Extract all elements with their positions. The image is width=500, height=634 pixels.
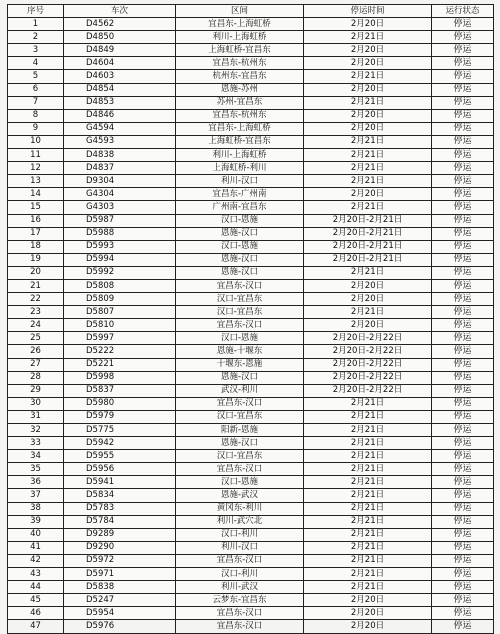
- row-status: 停运: [432, 240, 494, 253]
- row-status: 停运: [432, 463, 494, 476]
- table-row: [8, 450, 494, 463]
- table-row: [8, 437, 494, 450]
- row-route: 恩施-十堰东: [176, 345, 304, 358]
- row-route: 利川-上海虹桥: [176, 31, 304, 44]
- row-seq: 31: [8, 410, 64, 423]
- row-route: 宜昌东-汉口: [176, 279, 304, 292]
- row-route: 宜昌东-杭州东: [176, 57, 304, 70]
- row-status: 停运: [432, 502, 494, 515]
- row-train: D4849: [64, 44, 176, 57]
- table-row: [8, 371, 494, 384]
- row-seq: 9: [8, 122, 64, 135]
- row-route: 恩施-汉口: [176, 266, 304, 279]
- row-route: 汉口-宜昌东: [176, 410, 304, 423]
- row-date: 2月20日: [304, 319, 432, 332]
- row-train: D9304: [64, 175, 176, 188]
- row-route: 宜昌东-汉口: [176, 554, 304, 567]
- header-date: 停运时间: [304, 5, 432, 18]
- table-row: [8, 122, 494, 135]
- row-date: 2月21日: [304, 266, 432, 279]
- table-row: [8, 188, 494, 201]
- row-route: 利川-汉口: [176, 541, 304, 554]
- row-train: D5247: [64, 594, 176, 607]
- row-date: 2月20日: [304, 188, 432, 201]
- row-status: 停运: [432, 122, 494, 135]
- row-route: 恩施-苏州: [176, 83, 304, 96]
- table-row: [8, 594, 494, 607]
- row-status: 停运: [432, 18, 494, 31]
- row-status: 停运: [432, 188, 494, 201]
- row-seq: 12: [8, 162, 64, 175]
- table-row: [8, 515, 494, 528]
- table-row: [8, 96, 494, 109]
- row-date: 2月21日: [304, 450, 432, 463]
- row-status: 停运: [432, 332, 494, 345]
- row-date: 2月20日: [304, 83, 432, 96]
- row-route: 上海虹桥-宜昌东: [176, 44, 304, 57]
- row-status: 停运: [432, 384, 494, 397]
- row-seq: 24: [8, 319, 64, 332]
- row-date: 2月21日: [304, 515, 432, 528]
- row-route: 云梦东-宜昌东: [176, 594, 304, 607]
- row-train: D4562: [64, 18, 176, 31]
- table-header-row: [8, 5, 494, 18]
- table-row: [8, 568, 494, 581]
- row-date: 2月20日: [304, 18, 432, 31]
- table-row: [8, 502, 494, 515]
- row-seq: 34: [8, 450, 64, 463]
- row-status: 停运: [432, 83, 494, 96]
- row-status: 停运: [432, 57, 494, 70]
- table-row: [8, 214, 494, 227]
- table-row: [8, 332, 494, 345]
- row-seq: 45: [8, 594, 64, 607]
- row-status: 停运: [432, 581, 494, 594]
- table-row: [8, 201, 494, 214]
- table-row: [8, 620, 494, 633]
- row-seq: 23: [8, 306, 64, 319]
- row-status: 停运: [432, 476, 494, 489]
- row-train: G4594: [64, 122, 176, 135]
- row-status: 停运: [432, 253, 494, 266]
- table-row: [8, 135, 494, 148]
- row-train: D5784: [64, 515, 176, 528]
- row-status: 停运: [432, 306, 494, 319]
- row-train: G4303: [64, 201, 176, 214]
- row-seq: 26: [8, 345, 64, 358]
- row-seq: 18: [8, 240, 64, 253]
- row-status: 停运: [432, 554, 494, 567]
- table-row: [8, 83, 494, 96]
- row-train: D5807: [64, 306, 176, 319]
- row-train: D5971: [64, 568, 176, 581]
- row-train: D4837: [64, 162, 176, 175]
- row-date: 2月20日-2月21日: [304, 227, 432, 240]
- row-seq: 19: [8, 253, 64, 266]
- row-route: 武汉-利川: [176, 384, 304, 397]
- row-date: 2月21日: [304, 581, 432, 594]
- row-date: 2月20日: [304, 109, 432, 122]
- row-seq: 21: [8, 279, 64, 292]
- row-status: 停运: [432, 135, 494, 148]
- row-date: 2月20日-2月22日: [304, 371, 432, 384]
- row-date: 2月21日: [304, 554, 432, 567]
- row-route: 利川-上海虹桥: [176, 149, 304, 162]
- row-seq: 16: [8, 214, 64, 227]
- row-train: D5775: [64, 424, 176, 437]
- row-date: 2月21日: [304, 437, 432, 450]
- table-row: [8, 476, 494, 489]
- row-seq: 2: [8, 31, 64, 44]
- row-train: D5808: [64, 279, 176, 292]
- row-date: 2月20日-2月22日: [304, 332, 432, 345]
- row-seq: 30: [8, 397, 64, 410]
- row-seq: 40: [8, 528, 64, 541]
- row-seq: 11: [8, 149, 64, 162]
- row-date: 2月21日: [304, 96, 432, 109]
- row-route: 利川-汉口: [176, 175, 304, 188]
- table-row: [8, 57, 494, 70]
- row-train: D5837: [64, 384, 176, 397]
- row-seq: 38: [8, 502, 64, 515]
- row-train: D4846: [64, 109, 176, 122]
- row-date: 2月20日: [304, 122, 432, 135]
- row-status: 停运: [432, 319, 494, 332]
- table-row: [8, 424, 494, 437]
- row-date: 2月21日: [304, 463, 432, 476]
- row-route: 利川-武穴北: [176, 515, 304, 528]
- row-status: 停运: [432, 397, 494, 410]
- row-route: 汉口-宜昌东: [176, 450, 304, 463]
- row-date: 2月21日: [304, 424, 432, 437]
- row-train: D5809: [64, 293, 176, 306]
- row-date: 2月20日: [304, 57, 432, 70]
- row-seq: 14: [8, 188, 64, 201]
- row-status: 停运: [432, 109, 494, 122]
- row-route: 恩施-汉口: [176, 437, 304, 450]
- row-seq: 4: [8, 57, 64, 70]
- row-seq: 5: [8, 70, 64, 83]
- row-seq: 37: [8, 489, 64, 502]
- row-date: 2月20日-2月22日: [304, 345, 432, 358]
- row-route: 宜昌东-汉口: [176, 607, 304, 620]
- row-train: D4853: [64, 96, 176, 109]
- table-row: [8, 293, 494, 306]
- row-train: D5838: [64, 581, 176, 594]
- row-route: 恩施-汉口: [176, 253, 304, 266]
- row-train: G4593: [64, 135, 176, 148]
- row-seq: 15: [8, 201, 64, 214]
- row-train: D5994: [64, 253, 176, 266]
- row-seq: 41: [8, 541, 64, 554]
- table-row: [8, 489, 494, 502]
- row-status: 停运: [432, 214, 494, 227]
- row-seq: 27: [8, 358, 64, 371]
- row-date: 2月20日: [304, 44, 432, 57]
- row-status: 停运: [432, 31, 494, 44]
- row-date: 2月20日: [304, 293, 432, 306]
- row-status: 停运: [432, 515, 494, 528]
- row-date: 2月21日: [304, 175, 432, 188]
- row-route: 苏州-宜昌东: [176, 96, 304, 109]
- table-row: [8, 109, 494, 122]
- table-row: [8, 227, 494, 240]
- row-status: 停运: [432, 528, 494, 541]
- row-status: 停运: [432, 541, 494, 554]
- row-date: 2月21日: [304, 70, 432, 83]
- row-train: D5810: [64, 319, 176, 332]
- row-train: D5972: [64, 554, 176, 567]
- row-route: 恩施-汉口: [176, 227, 304, 240]
- row-status: 停运: [432, 201, 494, 214]
- row-date: 2月21日: [304, 397, 432, 410]
- table-row: [8, 306, 494, 319]
- table-row: [8, 581, 494, 594]
- row-route: 汉口-恩施: [176, 214, 304, 227]
- row-route: 十堰东-恩施: [176, 358, 304, 371]
- table-row: [8, 175, 494, 188]
- document-sheet: [7, 4, 493, 631]
- row-seq: 36: [8, 476, 64, 489]
- row-date: 2月20日-2月21日: [304, 240, 432, 253]
- table-body: [8, 18, 494, 633]
- row-date: 2月20日-2月22日: [304, 384, 432, 397]
- row-route: 汉口-宜昌东: [176, 293, 304, 306]
- row-route: 汉口-利川: [176, 568, 304, 581]
- row-train: D5834: [64, 489, 176, 502]
- row-train: D5221: [64, 358, 176, 371]
- row-route: 宜昌东-广州南: [176, 188, 304, 201]
- row-train: D5987: [64, 214, 176, 227]
- row-status: 停运: [432, 489, 494, 502]
- row-status: 停运: [432, 44, 494, 57]
- table-row: [8, 319, 494, 332]
- row-seq: 8: [8, 109, 64, 122]
- row-train: D5998: [64, 371, 176, 384]
- row-train: D5979: [64, 410, 176, 423]
- row-date: 2月20日-2月21日: [304, 214, 432, 227]
- row-date: 2月21日: [304, 476, 432, 489]
- table-row: [8, 358, 494, 371]
- row-train: D4854: [64, 83, 176, 96]
- table-row: [8, 528, 494, 541]
- row-route: 上海虹桥-宜昌东: [176, 135, 304, 148]
- row-date: 2月21日: [304, 306, 432, 319]
- row-seq: 32: [8, 424, 64, 437]
- row-route: 汉口-恩施: [176, 240, 304, 253]
- row-route: 宜昌东-上海虹桥: [176, 18, 304, 31]
- table-row: [8, 44, 494, 57]
- row-train: D9290: [64, 541, 176, 554]
- row-status: 停运: [432, 70, 494, 83]
- row-train: D5222: [64, 345, 176, 358]
- table-row: [8, 18, 494, 31]
- row-date: 2月21日: [304, 149, 432, 162]
- row-seq: 7: [8, 96, 64, 109]
- table-row: [8, 345, 494, 358]
- row-status: 停运: [432, 450, 494, 463]
- row-status: 停运: [432, 293, 494, 306]
- row-date: 2月21日: [304, 528, 432, 541]
- row-route: 阳新-恩施: [176, 424, 304, 437]
- row-route: 宜昌东-汉口: [176, 397, 304, 410]
- row-train: D5954: [64, 607, 176, 620]
- row-date: 2月21日: [304, 502, 432, 515]
- row-train: D5980: [64, 397, 176, 410]
- row-train: D5955: [64, 450, 176, 463]
- row-train: D5992: [64, 266, 176, 279]
- header-train: 车次: [64, 5, 176, 18]
- row-seq: 13: [8, 175, 64, 188]
- row-seq: 42: [8, 554, 64, 567]
- row-train: D4850: [64, 31, 176, 44]
- row-date: 2月21日: [304, 541, 432, 554]
- row-date: 2月20日: [304, 620, 432, 633]
- row-seq: 28: [8, 371, 64, 384]
- row-train: D5997: [64, 332, 176, 345]
- row-status: 停运: [432, 345, 494, 358]
- header-status: 运行状态: [432, 5, 494, 18]
- row-seq: 10: [8, 135, 64, 148]
- row-date: 2月20日: [304, 594, 432, 607]
- row-train: D5956: [64, 463, 176, 476]
- row-status: 停运: [432, 620, 494, 633]
- row-seq: 46: [8, 607, 64, 620]
- row-route: 恩施-汉口: [176, 371, 304, 384]
- row-status: 停运: [432, 568, 494, 581]
- row-route: 恩施-武汉: [176, 489, 304, 502]
- row-train: D9289: [64, 528, 176, 541]
- row-date: 2月21日: [304, 162, 432, 175]
- row-train: D5976: [64, 620, 176, 633]
- row-date: 2月21日: [304, 31, 432, 44]
- row-status: 停运: [432, 437, 494, 450]
- row-status: 停运: [432, 149, 494, 162]
- row-route: 利川-武汉: [176, 581, 304, 594]
- row-train: D4604: [64, 57, 176, 70]
- row-train: D4838: [64, 149, 176, 162]
- row-route: 宜昌东-上海虹桥: [176, 122, 304, 135]
- row-route: 汉口-恩施: [176, 476, 304, 489]
- row-train: D4603: [64, 70, 176, 83]
- table-row: [8, 240, 494, 253]
- row-seq: 35: [8, 463, 64, 476]
- row-status: 停运: [432, 410, 494, 423]
- table-row: [8, 162, 494, 175]
- row-train: D5783: [64, 502, 176, 515]
- row-status: 停运: [432, 227, 494, 240]
- row-date: 2月21日: [304, 568, 432, 581]
- row-status: 停运: [432, 266, 494, 279]
- table-row: [8, 607, 494, 620]
- header-seq: 序号: [8, 5, 64, 18]
- row-route: 宜昌东-汉口: [176, 319, 304, 332]
- table-row: [8, 410, 494, 423]
- table-row: [8, 384, 494, 397]
- row-seq: 22: [8, 293, 64, 306]
- row-route: 杭州东-宜昌东: [176, 70, 304, 83]
- row-date: 2月20日-2月22日: [304, 358, 432, 371]
- row-seq: 47: [8, 620, 64, 633]
- table-row: [8, 149, 494, 162]
- row-seq: 39: [8, 515, 64, 528]
- row-train: D5988: [64, 227, 176, 240]
- row-date: 2月20日-2月21日: [304, 253, 432, 266]
- row-route: 广州南-宜昌东: [176, 201, 304, 214]
- table-row: [8, 279, 494, 292]
- table-row: [8, 397, 494, 410]
- row-status: 停运: [432, 607, 494, 620]
- row-status: 停运: [432, 96, 494, 109]
- row-status: 停运: [432, 371, 494, 384]
- header-route: 区间: [176, 5, 304, 18]
- table-row: [8, 554, 494, 567]
- row-seq: 6: [8, 83, 64, 96]
- row-date: 2月20日: [304, 607, 432, 620]
- row-train: D5993: [64, 240, 176, 253]
- row-route: 宜昌东-汉口: [176, 463, 304, 476]
- row-train: D5942: [64, 437, 176, 450]
- table-row: [8, 541, 494, 554]
- row-route: 宜昌东-杭州东: [176, 109, 304, 122]
- table-row: [8, 266, 494, 279]
- row-seq: 29: [8, 384, 64, 397]
- row-date: 2月21日: [304, 410, 432, 423]
- row-train: G4304: [64, 188, 176, 201]
- row-date: 2月21日: [304, 489, 432, 502]
- row-date: 2月21日: [304, 135, 432, 148]
- row-seq: 25: [8, 332, 64, 345]
- row-seq: 1: [8, 18, 64, 31]
- table-row: [8, 253, 494, 266]
- row-route: 上海虹桥-利川: [176, 162, 304, 175]
- row-seq: 33: [8, 437, 64, 450]
- row-seq: 43: [8, 568, 64, 581]
- row-route: 宜昌东-汉口: [176, 620, 304, 633]
- row-seq: 20: [8, 266, 64, 279]
- row-seq: 17: [8, 227, 64, 240]
- row-date: 2月21日: [304, 201, 432, 214]
- row-route: 黄冈东-利川: [176, 502, 304, 515]
- row-seq: 3: [8, 44, 64, 57]
- row-status: 停运: [432, 175, 494, 188]
- row-route: 汉口-利川: [176, 528, 304, 541]
- row-seq: 44: [8, 581, 64, 594]
- suspension-table: [7, 4, 494, 634]
- row-date: 2月20日: [304, 279, 432, 292]
- table-row: [8, 463, 494, 476]
- table-row: [8, 31, 494, 44]
- row-status: 停运: [432, 594, 494, 607]
- row-status: 停运: [432, 424, 494, 437]
- row-status: 停运: [432, 279, 494, 292]
- row-train: D5941: [64, 476, 176, 489]
- row-route: 汉口-恩施: [176, 332, 304, 345]
- table-row: [8, 70, 494, 83]
- row-route: 汉口-宜昌东: [176, 306, 304, 319]
- row-status: 停运: [432, 162, 494, 175]
- row-status: 停运: [432, 358, 494, 371]
